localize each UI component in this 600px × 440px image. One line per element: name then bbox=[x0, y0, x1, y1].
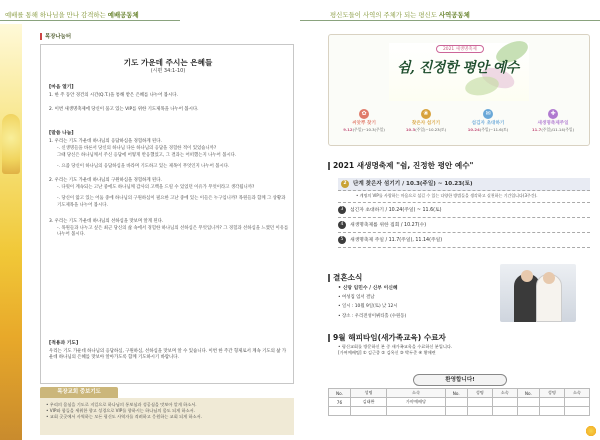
happytime-names: [가여예배팀] ① 김근종 ② 김옥신 ③ 박두준 ④ 황애련 bbox=[338, 350, 436, 356]
opening-heading: [마음 열기] bbox=[49, 85, 74, 90]
step-label: 섬김자 초대하기 bbox=[471, 121, 505, 126]
sermon-title: 기도 가운데 주시는 은혜들 bbox=[123, 58, 213, 67]
section-tag-label: 목장나눔터 bbox=[45, 34, 72, 40]
question-1-sub: -. 요즘 당신이 하나님의 응답하심을 바라며 기도하고 있는 제목이 무엇인지 나누어 봅시다. bbox=[57, 163, 230, 169]
right-header-highlight: 사역공동체 bbox=[438, 11, 470, 19]
sharing-block bbox=[49, 131, 289, 238]
event-row bbox=[338, 203, 590, 218]
column-header: 소속 bbox=[492, 389, 517, 398]
column-header: 소속 bbox=[564, 389, 589, 398]
wedding-couple: • 신랑 임민수 / 신부 이신혜 bbox=[338, 286, 398, 291]
table-cell: 가야예배당 bbox=[387, 398, 446, 407]
event-text: 새생명축제를 위한 집회 / 10.27(수) bbox=[350, 223, 427, 228]
welcome-title: 환영합니다! bbox=[413, 374, 507, 386]
right-header bbox=[300, 6, 600, 24]
opening-item: 1. 한 주 동안 경건의 시간(Q.T.)을 통해 받은 은혜를 나누어 봅시다. bbox=[49, 93, 178, 99]
table-header-row bbox=[329, 389, 590, 398]
step-item bbox=[335, 109, 393, 143]
step-date-rest: (주일)/11.14(주일) bbox=[541, 127, 575, 132]
step-label: 씨앗뿌 찾기 bbox=[352, 121, 376, 126]
step-date-rest: (주일)~11.6(토) bbox=[479, 127, 509, 132]
step-date-rest: (주일)~10.23(토) bbox=[415, 127, 447, 132]
prayer-section bbox=[40, 387, 294, 435]
welcome-section bbox=[328, 374, 590, 430]
event-text: 섬긴자 초대하기 / 10.24(주일) ~ 11.6(토) bbox=[350, 208, 442, 213]
sermon-reference: (시편 34:1-10) bbox=[150, 68, 186, 74]
banner-art bbox=[389, 43, 529, 101]
table-cell bbox=[445, 398, 467, 407]
table-cell bbox=[517, 398, 539, 407]
table-cell bbox=[467, 398, 492, 407]
column-header: No. bbox=[445, 389, 467, 398]
step-item bbox=[397, 109, 455, 143]
table-cell bbox=[564, 398, 589, 407]
left-header-prefix: 예배를 통해 하나님을 만나 감격하는 bbox=[5, 11, 106, 19]
step-date-rest: (주일)~10.3(주일) bbox=[352, 127, 385, 132]
opening-item: 2. 이번 새생명축제에 당신이 품고 있는 VIP를 위한 기도제목을 나누어 봅시다. bbox=[49, 107, 199, 113]
step-date-bold: 11.7 bbox=[531, 127, 542, 132]
step-4-icon: ✚ bbox=[548, 109, 558, 119]
step-2-icon: ❀ bbox=[421, 109, 431, 119]
column-header: No. bbox=[329, 389, 351, 398]
couple-photo bbox=[500, 264, 576, 322]
wedding-title: 결혼소식 bbox=[328, 272, 362, 283]
table-cell bbox=[492, 398, 517, 407]
question-2-sub: -. 다윗이 계속되는 고난 중에도 하나님께 감사의 고백을 드릴 수 있었던 이유가 무엇이라고 생각됩니까? bbox=[57, 185, 255, 191]
application-block bbox=[49, 341, 289, 363]
section-tag bbox=[40, 32, 71, 40]
question-1-sub: -. 신생명들을 바른서 당신의 하나님 다른 하나님의 응답을 경험한 적이 있었습니까? bbox=[57, 146, 217, 152]
step-1-icon: ✿ bbox=[359, 109, 369, 119]
step-date-bold: 9.12 bbox=[343, 127, 353, 132]
wedding-place: • 장소 : 우리전성이뷔티홀 (수원동) bbox=[338, 313, 407, 319]
question-1-sub: 그때 당신은 하나님께서 주신 응답에 어떻게 반응했었고, 그 결과는 어떠했는지 나누어 봅시다. bbox=[57, 152, 237, 158]
prayer-item: • VIP와 함들을 세워한 향고 성경으로 VIP를 향하시는 하나님의 몸도 되게 하소서. bbox=[46, 408, 196, 413]
table-row bbox=[329, 407, 590, 416]
festival-banner bbox=[328, 34, 590, 146]
right-page bbox=[300, 0, 600, 440]
event-row-current bbox=[338, 178, 590, 191]
table-cell: 김태완 bbox=[350, 398, 386, 407]
question-3: 3. 우리는 기도 가운데 하나님의 선하심을 맛보며 알게 된다. bbox=[49, 218, 164, 224]
prayer-header: 목장교회 중보기도 bbox=[40, 387, 118, 398]
event-number: 4 bbox=[338, 221, 346, 229]
happytime-desc: • 평신교회를 방문하신 본 중 새가족교육을 수료하신 분입니다. bbox=[338, 344, 453, 349]
sharing-heading: [말씀 나눔] bbox=[49, 131, 74, 136]
title-bar-icon bbox=[328, 334, 330, 342]
header-divider bbox=[300, 20, 600, 21]
question-2: 2. 우리는 기도 가운데 하나님의 구원하심을 경험하게 된다. bbox=[49, 178, 162, 184]
tree-decoration bbox=[2, 114, 20, 174]
welcome-table bbox=[328, 388, 590, 416]
column-header: 성명 bbox=[539, 389, 564, 398]
prayer-box bbox=[40, 398, 294, 435]
landscape-strip bbox=[0, 24, 22, 440]
left-header-highlight: 예배공동체 bbox=[107, 11, 139, 19]
column-header: 성명 bbox=[350, 389, 386, 398]
event-note: • 계명의 VIP를 사랑하는 마음으로 섬길 수 있는 다양한 방법들을 생각하고 실천하는 기간입니다(3주간). bbox=[338, 191, 590, 203]
column-header: 성명 bbox=[467, 389, 492, 398]
event-text: 새생명축제 주일 / 11.7(주일), 11.14(주일) bbox=[350, 238, 443, 243]
event-number: 2 bbox=[341, 180, 349, 188]
festival-steps bbox=[335, 109, 585, 143]
question-1: 1. 우리는 기도 가운데 하나님의 응답하심을 경험하게 된다. bbox=[49, 139, 162, 145]
table-cell: 76 bbox=[329, 398, 351, 407]
event-number: 5 bbox=[338, 236, 346, 244]
step-label: 새생명축제주일 bbox=[537, 121, 569, 126]
column-header: No. bbox=[517, 389, 539, 398]
application-text: 우리는 기도 가운데 하나님의 응답하심, 구원하심, 선하심을 맛보며 알 수 있습니다. 이번 한 주간 형제로서 계속 기도의 삶 가운데 하나님의 은혜를 맛보아 알아가도록 함께 기도하시기 바랍니다. bbox=[49, 349, 287, 361]
wedding-date: • 일시 : 10월 9일(토) 낮 12시 bbox=[338, 304, 398, 310]
prayer-item: • 우리의 몸심을 기도로 지킬으로 하나님의 통보심과 성공심을 맛보아 알게 하소서. bbox=[46, 402, 197, 407]
step-item bbox=[459, 109, 517, 143]
flower-icon bbox=[585, 425, 597, 437]
banner-calligraphy: 쉼, 진정한 평안 예수 bbox=[397, 60, 519, 76]
step-item bbox=[521, 109, 585, 143]
festival-title: 2021 새생명축제 "쉼, 진정한 평안 예수" bbox=[328, 160, 474, 171]
application-heading: [적용과 기도] bbox=[49, 341, 79, 346]
leaf-decoration bbox=[464, 74, 501, 98]
wedding-info: • 여성집 엄서 결남 bbox=[338, 295, 375, 301]
prayer-item: • 교회 곳곳에서 사역하는 모든 평신도 사역자를 격려하고 응원하는 교회 되게 하소서. bbox=[46, 414, 202, 419]
banner-pill: 2021 새생명축제 bbox=[436, 45, 484, 53]
event-number: 3 bbox=[338, 206, 346, 214]
event-row bbox=[338, 233, 590, 248]
festival-events bbox=[338, 178, 590, 248]
question-2-sub: -. 당신이 앓고 있는 어둠 중에 하나님의 구원하심이 필요한 고난 중에 있는 이들은 누구입니까? 목원들과 함께 그 상황과 기도제목을 나누어 봅시다. bbox=[57, 196, 286, 208]
step-label: 찾은자 섬기기 bbox=[411, 121, 441, 126]
tag-bar-icon bbox=[40, 33, 42, 40]
title-bar-icon bbox=[328, 162, 330, 170]
happytime-title: 9월 해피타임(새가족교육) 수료자 bbox=[328, 332, 446, 343]
step-date-bold: 10.3 bbox=[405, 127, 416, 132]
title-bar-icon bbox=[328, 274, 330, 282]
table-cell bbox=[539, 398, 564, 407]
header-divider bbox=[0, 20, 180, 21]
sermon-card bbox=[40, 44, 294, 384]
event-text: 단계 찾은자 섬기기 / 10.3(주일) ~ 10.23(토) bbox=[353, 181, 473, 187]
column-header: 소속 bbox=[387, 389, 446, 398]
opening-block bbox=[49, 85, 289, 115]
question-3-sub: -. 목원들과 나누고 싶은 최근 당신의 삶 속에서 경험한 하나님의 선하심은 무엇입니까? 그 경험과 선하심을 느꼈던 이유를 나누어 봅시다. bbox=[57, 226, 289, 238]
step-3-icon: ✉ bbox=[483, 109, 493, 119]
left-header bbox=[0, 6, 300, 24]
step-date-bold: 10.24 bbox=[467, 127, 480, 132]
event-row bbox=[338, 218, 590, 233]
right-header-prefix: 평신도들이 사역의 주체가 되는 평신도 bbox=[330, 11, 437, 19]
table-row bbox=[329, 398, 590, 407]
